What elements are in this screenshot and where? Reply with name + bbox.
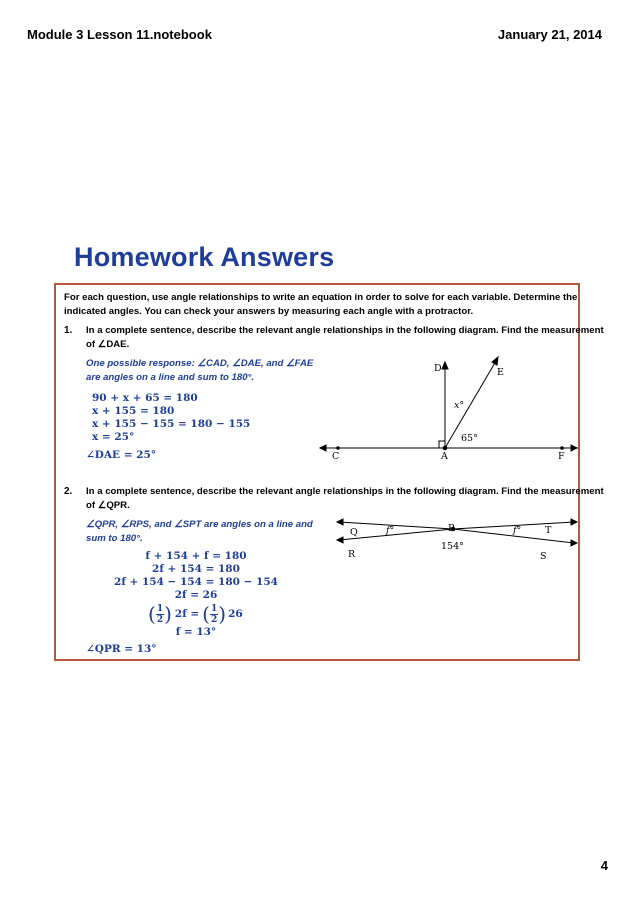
label-q: Q bbox=[350, 527, 358, 538]
q1-prompt-line-1: In a complete sentence, describe the relevant angle relationships in the following diagram. Find the measurement bbox=[86, 325, 604, 336]
arrow-e bbox=[492, 357, 498, 365]
label-p: P bbox=[448, 523, 455, 534]
q1-number: 1. bbox=[64, 325, 73, 336]
arrow-q bbox=[337, 519, 343, 525]
label-s: S bbox=[540, 551, 547, 562]
point-c bbox=[337, 447, 340, 450]
label-a: A bbox=[441, 451, 448, 462]
q2-response-line-1: ∠QPR, ∠RPS, and ∠SPT are angles on a line and bbox=[86, 519, 313, 530]
header-date: January 21, 2014 bbox=[497, 27, 602, 42]
page-number: 4 bbox=[600, 858, 608, 873]
q1-step-1: 90 + x + 65 = 180 bbox=[92, 392, 198, 404]
q1-angle-diagram bbox=[56, 285, 578, 659]
q2-step-1: f + 154 + f = 180 bbox=[145, 550, 247, 562]
q1-step-3: x + 155 − 155 = 180 − 155 bbox=[92, 418, 251, 430]
label-e: E bbox=[497, 367, 504, 378]
fraction-numerator-right: 1 bbox=[210, 603, 218, 614]
q1-step-4: x = 25° bbox=[92, 431, 135, 443]
q1-answer: ∠DAE = 25° bbox=[86, 449, 157, 461]
instructions-line-2: indicated angles. You can check your answers by measuring each angle with a protractor. bbox=[64, 306, 474, 317]
q1-prompt-line-2: of ∠DAE. bbox=[86, 339, 130, 350]
page-title: Homework Answers bbox=[74, 242, 335, 272]
label-f-right: f° bbox=[513, 525, 522, 536]
arrow-r bbox=[337, 537, 343, 543]
q1-response-line-1: One possible response: ∠CAD, ∠DAE, and ∠FAE bbox=[86, 358, 314, 369]
q2-prompt-line-1: In a complete sentence, describe the relevant angle relationships in the following diagram. Find the measurement bbox=[86, 486, 604, 497]
q2-fraction-step: ( $\frac{1}{2}$ ) 2f = ( $\frac{1}{2}$ ) 26 bbox=[148, 602, 243, 626]
arrow-f bbox=[571, 445, 577, 451]
q1-response-line-2: are angles on a line and sum to 180°. bbox=[86, 372, 255, 383]
label-f-left: f° bbox=[386, 525, 395, 536]
arrow-d bbox=[442, 362, 448, 369]
q2-step-2: 2f + 154 = 180 bbox=[152, 563, 240, 575]
arrow-c bbox=[320, 445, 326, 451]
label-t: T bbox=[545, 525, 552, 536]
q2-number: 2. bbox=[64, 486, 73, 497]
q2-final: f = 13° bbox=[175, 626, 217, 638]
fraction-end: 26 bbox=[228, 608, 243, 620]
label-x: x° bbox=[454, 400, 465, 411]
arrow-s bbox=[571, 540, 577, 546]
fraction-middle: 2f = bbox=[174, 608, 200, 620]
label-c: C bbox=[332, 451, 340, 462]
point-f bbox=[561, 447, 564, 450]
fraction-denominator-left: 2 bbox=[156, 614, 164, 625]
label-65: 65° bbox=[461, 433, 478, 444]
point-a bbox=[443, 446, 447, 450]
header-notebook-name: Module 3 Lesson 11.notebook bbox=[27, 27, 212, 42]
instructions-line-1: For each question, use angle relationships to write an equation in order to solve for each variable. Determine the bbox=[64, 292, 578, 303]
q2-step-4: 2f = 26 bbox=[174, 589, 218, 601]
label-154: 154° bbox=[441, 541, 464, 552]
q2-prompt-line-2: of ∠QPR. bbox=[86, 500, 130, 511]
fraction-numerator-left: 1 bbox=[156, 603, 164, 614]
label-r: R bbox=[348, 549, 356, 560]
q2-response-line-2: sum to 180°. bbox=[86, 533, 143, 544]
q2-step-3: 2f + 154 − 154 = 180 − 154 bbox=[114, 576, 278, 588]
label-f: F bbox=[558, 451, 565, 462]
fraction-denominator-right: 2 bbox=[210, 614, 218, 625]
arrow-t bbox=[571, 519, 577, 525]
q2-answer: ∠QPR = 13° bbox=[86, 643, 157, 655]
q1-step-2: x + 155 = 180 bbox=[92, 405, 175, 417]
label-d: D bbox=[434, 363, 442, 374]
homework-answers-image bbox=[54, 283, 604, 661]
